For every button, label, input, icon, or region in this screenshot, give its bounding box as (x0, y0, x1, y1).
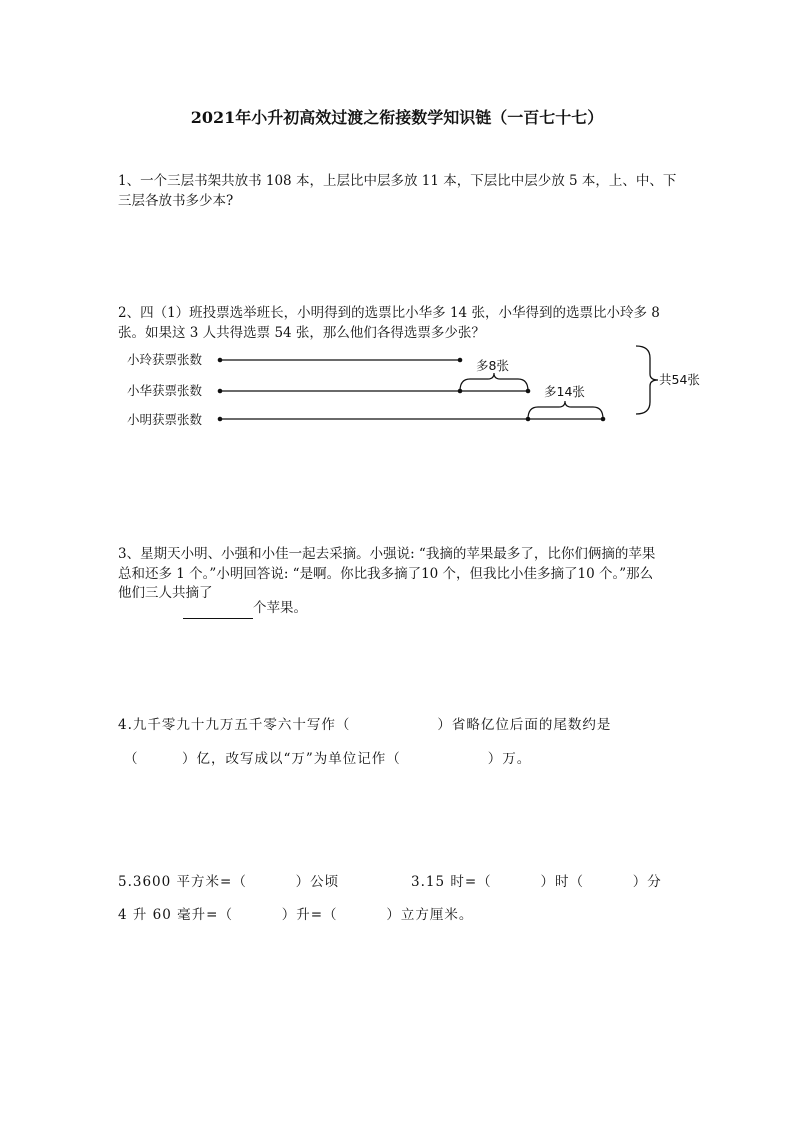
segment-point (218, 417, 223, 422)
q1-line1: 1、一个三层书架共放书 108 本，上层比中层多放 11 本，下层比中层少放 5 本，上、中、下 (118, 173, 677, 189)
brace-8-label: 多8张 (476, 358, 509, 373)
label-xiaoling: 小玲获票张数 (127, 352, 203, 367)
brace-14 (528, 401, 603, 419)
q3-answer-line (183, 597, 307, 619)
segment-point (458, 358, 463, 363)
q3-line4-suffix: 个苹果。 (253, 600, 307, 616)
q1-line2: 三层各放书多少本? (118, 193, 234, 209)
q3-line2: 总和还多 1 个。”小明回答说: “是啊。你比我多摘了10 个，但我比小佳多摘了10 个。”那么 (118, 566, 654, 582)
total-label: 共54张 (659, 372, 700, 387)
segment-point (218, 389, 223, 394)
q5-line1a: 5.3600 平方米=（ ）公顷 (118, 874, 340, 890)
label-xiaoming: 小明获票张数 (127, 412, 203, 427)
page-title: 2021年小升初高效过渡之衔接数学知识链（一百七十七） (190, 108, 604, 127)
label-xiaohua: 小华获票张数 (127, 383, 203, 398)
line-segment-diagram (118, 340, 718, 432)
total-brace (636, 346, 658, 414)
q4-line1: 4.九千零九十九万五千零六十写作（ ）省略亿位后面的尾数约是 (118, 717, 612, 733)
q2-line2: 张。如果这 3 人共得选票 54 张，那么他们各得选票多少张？ (118, 325, 485, 341)
brace-8 (460, 373, 528, 391)
answer-blank[interactable] (183, 603, 253, 619)
q5-line1b: 3.15 时=（ ）时（ ）分 (411, 874, 662, 890)
q2-line1: 2、四（1）班投票选举班长，小明得到的选票比小华多 14 张，小华得到的选票比小玲多 8 (118, 305, 660, 321)
segment-point (218, 358, 223, 363)
q4-line2: （ ）亿，改写成以“万”为单位记作（ ）万。 (124, 751, 532, 767)
brace-14-label: 多14张 (544, 384, 585, 399)
q3-line3: 他们三人共摘了 (118, 585, 213, 601)
q3-line1: 3、星期天小明、小强和小佳一起去采摘。小强说: “我摘的苹果最多了，比你们俩摘的苹果 (118, 546, 656, 562)
q5-line2: 4 升 60 毫升=（ ）升=（ ）立方厘米。 (118, 907, 474, 923)
